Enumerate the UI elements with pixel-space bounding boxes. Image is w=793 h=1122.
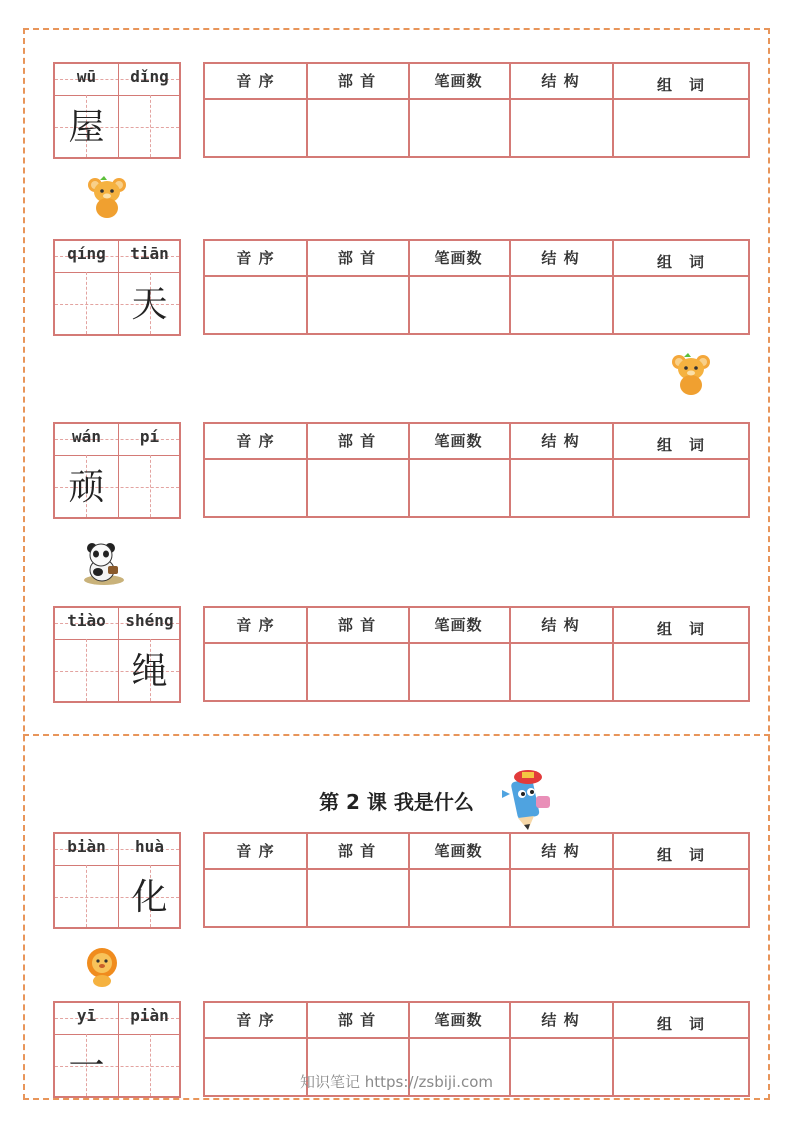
pinyin-grid <box>53 62 181 159</box>
table-header-cell: 笔画数 <box>434 72 483 90</box>
answer-cell[interactable] <box>612 644 750 700</box>
answer-cell[interactable] <box>509 460 612 516</box>
pinyin-syllable: huà <box>135 837 164 856</box>
table-header-cell: 音 序 <box>236 249 275 267</box>
analysis-table <box>203 62 750 158</box>
pinyin-grid <box>53 832 181 929</box>
table-header-cell: 部 首 <box>337 249 377 267</box>
table-header-cell: 笔画数 <box>434 249 483 267</box>
pinyin-syllable: tiào <box>67 611 106 630</box>
hanzi-character: 天 <box>131 284 168 325</box>
answer-cell[interactable] <box>205 460 306 516</box>
table-header-cell: 部 首 <box>337 1011 377 1029</box>
analysis-table <box>203 422 750 518</box>
answer-cell[interactable] <box>205 870 306 926</box>
pinyin-syllable: qíng <box>67 244 106 263</box>
answer-cell[interactable] <box>408 644 509 700</box>
table-header-cell: 音 序 <box>236 1011 275 1029</box>
answer-cell[interactable] <box>408 277 509 333</box>
section-divider <box>23 734 770 736</box>
table-header-cell: 组 词 <box>656 620 705 638</box>
answer-cell[interactable] <box>612 870 750 926</box>
answer-cell[interactable] <box>408 100 509 156</box>
answer-cell[interactable] <box>509 870 612 926</box>
answer-cell[interactable] <box>205 277 306 333</box>
pinyin-syllable: shéng <box>125 611 174 630</box>
lion-icon <box>84 946 120 988</box>
hanzi-character: 一 <box>68 1046 105 1087</box>
pinyin-syllable: biàn <box>67 837 106 856</box>
page-border <box>23 28 770 1100</box>
pencil-mascot-icon <box>500 768 556 830</box>
table-header-cell: 结 构 <box>541 1011 580 1029</box>
table-header-cell: 笔画数 <box>434 616 483 634</box>
answer-cell[interactable] <box>306 277 408 333</box>
table-header-cell: 笔画数 <box>434 842 483 860</box>
answer-cell[interactable] <box>306 100 408 156</box>
hanzi-character: 绳 <box>131 651 168 692</box>
pinyin-syllable: piàn <box>130 1006 169 1025</box>
panda-icon <box>82 540 126 586</box>
answer-cell[interactable] <box>205 644 306 700</box>
answer-cell[interactable] <box>408 460 509 516</box>
table-header-cell: 音 序 <box>236 72 275 90</box>
pinyin-syllable: tiān <box>130 244 169 263</box>
pinyin-grid <box>53 422 181 519</box>
answer-cell[interactable] <box>612 100 750 156</box>
table-header-cell: 组 词 <box>656 253 705 271</box>
table-header-cell: 结 构 <box>541 616 580 634</box>
table-header-cell: 音 序 <box>236 616 275 634</box>
pinyin-syllable: dǐng <box>130 67 169 86</box>
table-header-cell: 音 序 <box>236 432 275 450</box>
pinyin-syllable: wū <box>76 67 97 86</box>
analysis-table <box>203 239 750 335</box>
table-header-cell: 部 首 <box>337 72 377 90</box>
table-header-cell: 部 首 <box>337 616 377 634</box>
answer-cell[interactable] <box>306 644 408 700</box>
hanzi-character: 化 <box>131 877 168 918</box>
table-header-cell: 笔画数 <box>434 1011 483 1029</box>
table-header-cell: 组 词 <box>656 76 705 94</box>
answer-cell[interactable] <box>509 277 612 333</box>
table-header-cell: 笔画数 <box>434 432 483 450</box>
answer-cell[interactable] <box>612 277 750 333</box>
table-header-cell: 结 构 <box>541 432 580 450</box>
bear-icon <box>86 175 130 219</box>
answer-cell[interactable] <box>306 870 408 926</box>
pinyin-grid <box>53 239 181 336</box>
table-header-cell: 结 构 <box>541 249 580 267</box>
hanzi-character: 顽 <box>68 467 105 508</box>
table-header-cell: 结 构 <box>541 72 580 90</box>
table-header-cell: 部 首 <box>337 432 377 450</box>
answer-cell[interactable] <box>509 644 612 700</box>
table-header-cell: 部 首 <box>337 842 377 860</box>
lesson-title: 第 2 课 我是什么 <box>319 790 474 814</box>
answer-cell[interactable] <box>408 870 509 926</box>
analysis-table <box>203 832 750 928</box>
bear-icon <box>670 352 714 396</box>
pinyin-syllable: yī <box>76 1006 97 1025</box>
pinyin-syllable: wán <box>72 427 101 446</box>
table-header-cell: 组 词 <box>656 846 705 864</box>
answer-cell[interactable] <box>612 460 750 516</box>
answer-cell[interactable] <box>205 100 306 156</box>
footer-watermark: 知识笔记 https://zsbiji.com <box>299 1073 494 1091</box>
table-header-cell: 结 构 <box>541 842 580 860</box>
analysis-table <box>203 606 750 702</box>
hanzi-character: 屋 <box>68 107 105 148</box>
answer-cell[interactable] <box>509 100 612 156</box>
answer-cell[interactable] <box>306 460 408 516</box>
pinyin-grid <box>53 606 181 703</box>
table-header-cell: 组 词 <box>656 1015 705 1033</box>
table-header-cell: 音 序 <box>236 842 275 860</box>
table-header-cell: 组 词 <box>656 436 705 454</box>
pinyin-syllable: pí <box>139 427 160 446</box>
